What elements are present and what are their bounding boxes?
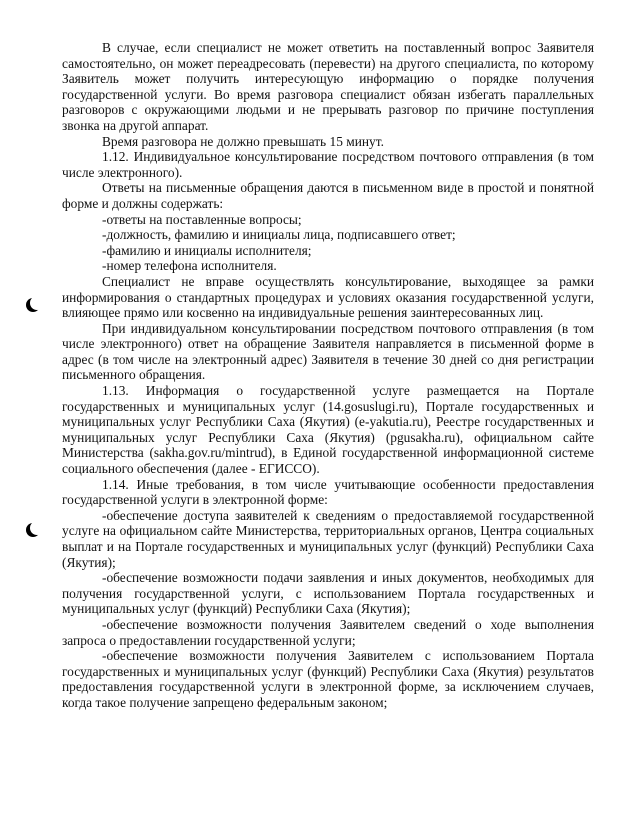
list-item: -должность, фамилию и инициалы лица, подписавшего ответ; [102,227,456,243]
punch-hole-mark [26,298,40,312]
punch-hole-mark [26,523,40,537]
list-item: -номер телефона исполнителя. [102,258,277,274]
list-item: -обеспечение возможности получения Заявителем сведений о ходе выполнения запроса о предоставлении государственной услуги; [62,616,594,648]
list-item: -обеспечение возможности подачи заявления и иных документов, необходимых для получения государственной услуги, с использованием Портала государственных и муниципальных услуг (функций) Республики Саха (Якутия); [62,570,594,617]
list-item: -обеспечение доступа заявителей к сведениям о предоставляемой государственной услуге на официальном сайте Министерства, территориальных органов, Центра социальных выплат и на Портале государственных и муниципальных услуг (функций) Республики Саха (Якутия); [62,507,594,570]
list-item: -обеспечение возможности получения Заявителем с использованием Портала государственных и муниципальных услуг (функций) Республики Саха (Якутия) результатов предоставления государственной услуги в электронной форме, за исключением случаев, когда такое получение запрещено федеральным законом; [62,648,594,710]
list-item: -фамилию и инициалы исполнителя; [102,242,312,258]
paragraph-section-1-14: 1.14. Иные требования, в том числе учитывающие особенности предоставления государственной услуги в электронной форме: [62,476,594,508]
paragraph-postal-consultation: При индивидуальном консультировании посредством почтового отправления (в том числе электронного) ответ на обращение Заявителя направляется в письменной форме в адрес (в том числе на электронный адрес) Заявителя в течение 30 дней со дня регистрации письменного обращения. [62,320,594,383]
paragraph-consultation-limits: Специалист не вправе осуществлять консультирование, выходящее за рамки информирования о стандартных процедурах и условиях оказания государственной услуги, влияющее прямо или косвенно на индивидуальные решения заинтересованных лиц. [62,273,594,321]
document-page [62,40,594,711]
paragraph-call-redirect: В случае, если специалист не может ответить на поставленный вопрос Заявителя самостоятельно, он может переадресовать (перевести) на другого специалиста, по которому Заявитель может получить интересующую информацию о порядке получения государственной услуги. Во время разговора специалист обязан избегать параллельных разговоров с окружающими людьми и не прерывать разговор по причине поступления звонка на другой аппарат. [62,40,594,133]
paragraph-written-answers: Ответы на письменные обращения даются в письменном виде в простой и понятной форме и должны содержать: [62,180,594,211]
paragraph-section-1-12: 1.12. Индивидуальное консультирование посредством почтового отправления (в том числе электронного). [62,149,594,180]
list-item: -ответы на поставленные вопросы; [102,211,302,227]
paragraph-section-1-13: 1.13. Информация о государственной услуге размещается на Портале государственных и муниципальных услуг (14.gosuslugi.ru), Портале государственных и муниципальных услуг Республики Саха (Якутия) (e-yakutia.ru), Реестре государственных и муниципальных услуг Республики Саха (Якутия) (pgusakha.ru), официальном сайте Министерства (sakha.gov.ru/mintrud), в Единой государственной информационной системе социального обеспечения (далее - ЕГИССО). [62,383,594,477]
paragraph-call-duration: Время разговора не должно превышать 15 минут. [102,133,384,149]
